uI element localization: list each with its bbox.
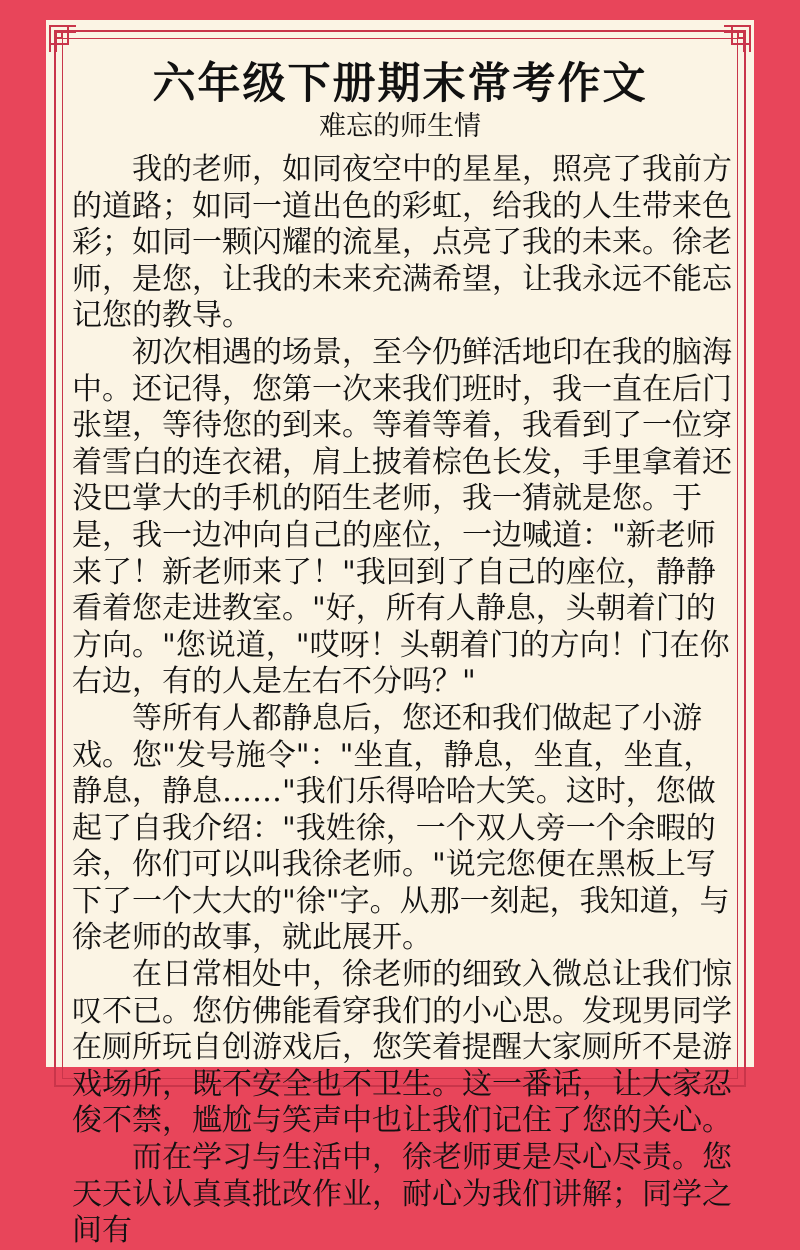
- paragraph: 等所有人都静息后，您还和我们做起了小游戏。您"发号施令"："坐直，静息，坐直，坐直，静息，静息……"我们乐得哈哈大笑。这时，您做起了自我介绍："我姓徐，一个双人旁一个余暇的余，你们可以叫我徐老师。"说完您便在黑板上写下了一个大大的"徐"字。从那一刻起，我知道，与徐老师的故事，就此展开。: [72, 700, 730, 956]
- paragraph: 在日常相处中，徐老师的细致入微总让我们惊叹不已。您仿佛能看穿我们的小心思。发现男同学在厕所玩自创游戏后，您笑着提醒大家厕所不是游戏场所，既不安全也不卫生。这一番话，让大家忍俊不禁，尴尬与笑声中也让我们记住了您的关心。: [72, 957, 732, 1139]
- paragraph: 我的老师，如同夜空中的星星，照亮了我前方的道路；如同一道出色的彩虹，给我的人生带来色彩；如同一颗闪耀的流星，点亮了我的未来。徐老师，是您，让我的未来充满希望，让我永远不能忘记您的教导。: [72, 152, 732, 334]
- paragraph: 初次相遇的场景，至今仍鲜活地印在我的脑海中。还记得，您第一次来我们班时，我一直在后门张望，等待您的到来。等着等着，我看到了一位穿着雪白的连衣裙，肩上披着棕色长发，手里拿着还没巴掌大的手机的陌生老师，我一猜就是您。于是，我一边冲向自己的座位，一边喊道："新老师来了！新老师来了！"我回到了自己的座位，静静看着您走进教室。"好，所有人静息，头朝着门的方向。"您说道，"哎呀！头朝着门的方向！门在你右边，有的人是左右不分吗？": [72, 334, 732, 700]
- essay-body: [72, 152, 736, 1250]
- paragraph: 而在学习与生活中，徐老师更是尽心尽责。您天天认认真真批改作业，耐心为我们讲解；同学之间有: [72, 1140, 732, 1249]
- page-title: 六年级下册期末常考作文: [152, 59, 648, 109]
- essay-subtitle: 难忘的师生情: [319, 111, 481, 142]
- paper-sheet: [46, 20, 754, 1249]
